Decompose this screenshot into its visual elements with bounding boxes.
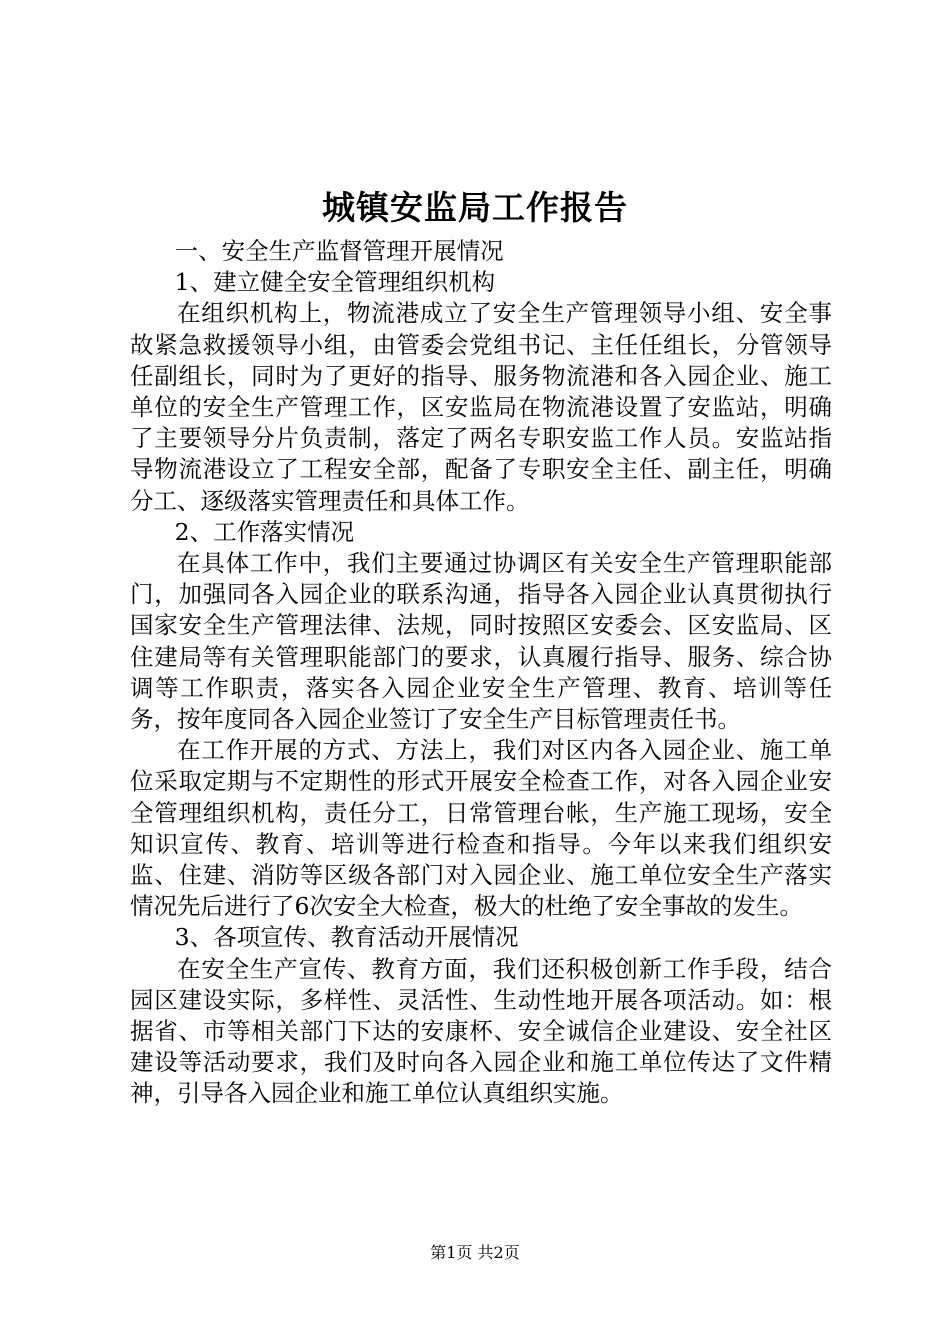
body-paragraph: 在工作开展的方式、方法上，我们对区内各入园企业、施工单位采取定期与不定期性的形式开展安全检查工作，对各入园企业安全管理组织机构，责任分工，日常管理台帐，生产施工现场，安全知识宣传、教育、培训等进行检查和指导。今年以来我们组织安监、住建、消防等区级各部门对入园企业、施工单位安全生产落实情况先后进行了6次安全大检查，极大的杜绝了安全事故的发生。 xyxy=(130,736,832,921)
body-paragraph: 在具体工作中，我们主要通过协调区有关安全生产管理职能部门，加强同各入园企业的联系沟通，指导各入园企业认真贯彻执行国家安全生产管理法律、法规，同时按照区安委会、区安监局、区住建局等有关管理职能部门的要求，认真履行指导、服务、综合协调等工作职责，落实各入园企业安全生产管理、教育、培训等任务，按年度同各入园企业签订了安全生产目标管理责任书。 xyxy=(130,549,832,734)
page-number-footer: 第1页 共2页 xyxy=(430,1243,520,1262)
subsection-heading: 2、工作落实情况 xyxy=(174,517,355,546)
document-body xyxy=(130,236,832,1110)
body-paragraph: 在安全生产宣传、教育方面，我们还积极创新工作手段，结合园区建设实际，多样性、灵活性、生动性地开展各项活动。如：根据省、市等相关部门下达的安康杯、安全诚信企业建设、安全社区建设等活动要求，我们及时向各入园企业和施工单位传达了文件精神，引导各入园企业和施工单位认真组织实施。 xyxy=(130,954,832,1108)
subsection-heading: 1、建立健全安全管理组织机构 xyxy=(174,268,496,297)
subsection-heading: 3、各项宣传、教育活动开展情况 xyxy=(174,923,519,952)
section-heading: 一、安全生产监督管理开展情况 xyxy=(174,237,504,265)
body-paragraph: 在组织机构上，物流港成立了安全生产管理领导小组、安全事故紧急救援领导小组，由管委会党组书记、主任任组长，分管领导任副组长，同时为了更好的指导、服务物流港和各入园企业、施工单位的安全生产管理工作，区安监局在物流港设置了安监站，明确了主要领导分片负责制，落定了两名专职安监工作人员。安监站指导物流港设立了工程安全部，配备了专职安全主任、副主任，明确分工、逐级落实管理责任和具体工作。 xyxy=(130,299,832,515)
document-title: 城镇安监局工作报告 xyxy=(322,188,628,227)
